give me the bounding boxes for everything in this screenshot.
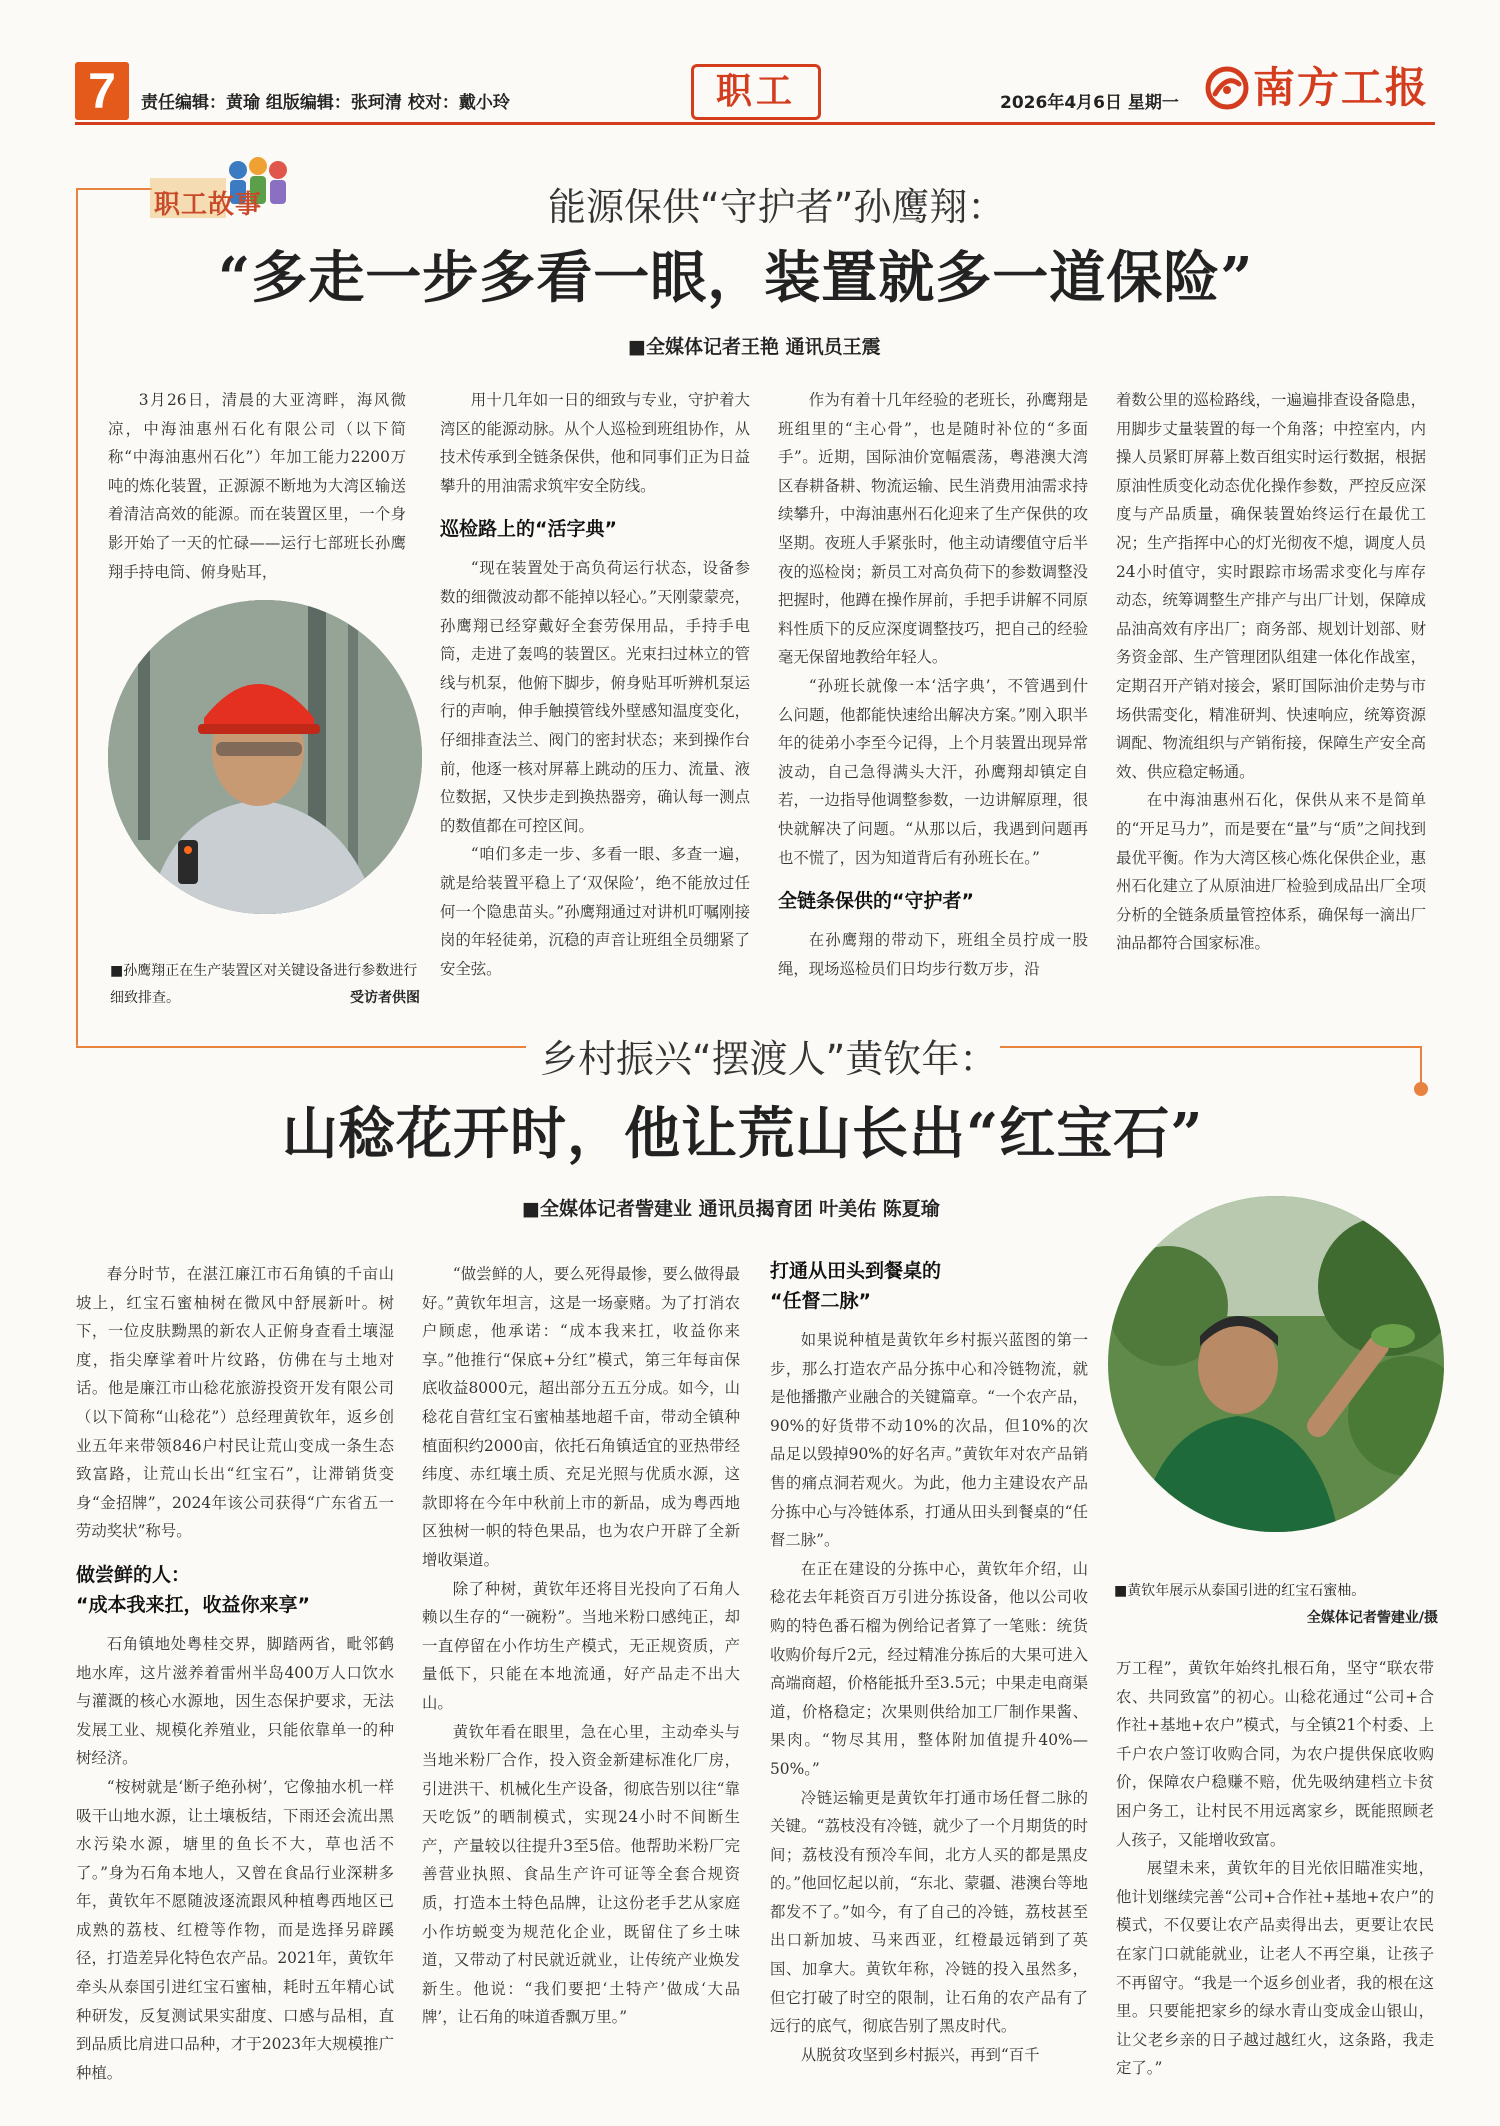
section-heading-patrol: 巡检路上的“活字典” xyxy=(440,518,617,541)
frame-line-bottom xyxy=(76,1046,526,1048)
paragraph: 石角镇地处粤桂交界，脚踏两省，毗邻鹤地水库，这片滋养着雷州半岛400万人口饮水与灌溉的核心水源地，因生态保护要求，无法发展工业、规模化养殖业，只能依靠单一的种树经济。 xyxy=(76,1634,394,1768)
section-heading-field: 打通从田头到餐桌的 “任督二脉” xyxy=(770,1260,942,1312)
paragraph: 春分时节，在湛江廉江市石角镇的千亩山坡上，红宝石蜜柚树在微风中舒展新叶。树下，一位皮肤黝黑的新农人正俯身查看土壤湿度，指尖摩挲着叶片纹路，仿佛在与土地对话。他是廉江市山稔花旅游投资开发有限公司（以下简称“山稔花”）总经理黄钦年，返乡创业五年来带领846户村民让荒山变成一条生态致富路，让荒山长出“红宝石”，让滞销货变身“金招牌”，2024年该公司获得“广东省五一劳动奖状”称号。 xyxy=(76,1265,394,1541)
paragraph: 除了种树，黄钦年还将目光投向了石角人赖以生存的“一碗粉”。当地米粉口感纯正，却一直停留在小作坊生产模式，无正规资质，产量低下，只能在本地流通，好产品走不出大山。 xyxy=(422,1579,740,1712)
story1-caption xyxy=(110,958,420,1012)
photo-credit: 全媒体记者訾建业/摄 xyxy=(1306,1610,1438,1626)
frame-line-right-top xyxy=(1000,1046,1420,1048)
caption-text: ■黄钦年展示从泰国引进的红宝石蜜柚。 xyxy=(1114,1583,1366,1599)
story2-column-4 xyxy=(1116,1654,1434,2083)
story2-photo xyxy=(1108,1196,1444,1532)
story2-subtitle: 乡村振兴“摆渡人”黄钦年： xyxy=(540,1037,998,1081)
logo-mark-icon xyxy=(1205,66,1249,110)
paragraph: 在孙鹰翔的带动下，班组全员拧成一股绳，现场巡检员们日均步行数万步，沿 xyxy=(778,931,1088,978)
paragraph: “桉树就是‘断子绝孙树’，它像抽水机一样吸干山地水源，让土壤板结，下雨还会流出黑水污染水源，塘里的鱼长不大，草也活不了。”身为石角本地人，又曾在食品行业深耕多年，黄钦年不愿随波逐流跟风种植粤西地区已成熟的荔枝、红橙等作物，而是选择另辟蹊径，打造差异化特色农产品。2021年，黄钦年牵头从泰国引进红宝石蜜柚，耗时五年精心试种研发，反复测试果实甜度、口感与品相，直到品质比肩进口品种，才于2023年大规模推广种植。 xyxy=(76,1777,394,2082)
paragraph: 在正在建设的分拣中心，黄钦年介绍，山稔花去年耗资百万引进分拣设备，他以公司收购的特色番石榴为例给记者算了一笔账：统货收购价每斤2元，经过精准分拣后的大果可进入高端商超，价格能抵升至3.5元；中果走电商渠道，价格稳定；次果则供给加工厂制作果酱、果肉。“物尽其用，整体附加值提升40%—50%。” xyxy=(770,1559,1088,1778)
story1-column-4 xyxy=(1116,386,1426,958)
story2-title: 山稔花开时，他让荒山长出“红宝石” xyxy=(282,1101,1204,1167)
paragraph: 如果说种植是黄钦年乡村振兴蓝图的第一步，那么打造农产品分拣中心和冷链物流，就是他播撒产业融合的关键篇章。“一个农产品，90%的好货带不动10%的次品，但10%的次品足以毁掉90%的好名声。”黄钦年对农产品销售的痛点洞若观火。为此，他力主建设农产品分拣中心与冷链体系，打通从田头到餐桌的“任督二脉”。 xyxy=(770,1331,1088,1550)
paragraph: 着数公里的巡检路线，一遍遍排查设备隐患，用脚步丈量装置的每一个角落；中控室内，内操人员紧盯屏幕上数百组实时运行数据，根据原油性质变化动态优化操作参数，严控反应深度与产品质量，确保装置始终运行在最优工况；生产指挥中心的灯光彻夜不熄，调度人员24小时值守，实时跟踪市场需求变化与库存动态，统筹调整生产排产与出厂计划，保障成品油高效有序出厂；商务部、规划计划部、财务资金部、生产管理团队组建一体化作战室，定期召开产销对接会，紧盯国际油价走势与市场供需变化，精准研判、快速响应，统筹资源调配、物流组织与产销衔接，保障生产安全高效、供应稳定畅通。 xyxy=(1116,391,1426,781)
paragraph: 用十几年如一日的细致与专业，守护着大湾区的能源动脉。从个人巡检到班组协作，从技术传承到全链条保供，他和同事们正为日益攀升的用油需求筑牢安全防线。 xyxy=(440,391,750,495)
page-header xyxy=(75,62,1435,124)
badge-label: 职工故事 xyxy=(154,190,263,220)
paragraph: “现在装置处于高负荷运行状态，设备参数的细微波动都不能掉以轻心。”天刚蒙蒙亮，孙鹰翔已经穿戴好全套劳保用品，手持手电筒，走进了轰鸣的装置区。光束扫过林立的管线与机泵，他俯下脚步，俯身贴耳听辨机泵运行的声响，伸手触摸管线外壁感知温度变化，仔细排查法兰、阀门的密封状态；来到操作台前，他逐一核对屏幕上跳动的压力、流量、液位数据，又快步走到换热器旁，确认每一测点的数值都在可控区间。 xyxy=(440,559,750,835)
page-number: 7 xyxy=(75,62,129,120)
paragraph: 从脱贫攻坚到乡村振兴，再到“百千 xyxy=(800,2045,1040,2064)
newspaper-logo xyxy=(1205,60,1435,120)
story2-column-1 xyxy=(76,1260,394,2087)
story2-column-2 xyxy=(422,1260,740,2032)
paragraph: “孙班长就像一本‘活字典’，不管遇到什么问题，他都能快速给出解决方案。”刚入职半年的徒弟小李至今记得，上个月装置出现异常波动，自己急得满头大汗，孙鹰翔却镇定自若，一边指导他调整参数，一边讲解原理，很快就解决了问题。“从那以后，我遇到问题再也不慌了，因为知道背后有孙班长在。” xyxy=(778,676,1088,867)
story1-column-3 xyxy=(778,386,1088,983)
section-label: 职工 xyxy=(691,64,821,120)
frame-line-right xyxy=(1420,1046,1422,1086)
paragraph: 黄钦年看在眼里，急在心里，主动牵头与当地米粉厂合作，投入资金新建标准化厂房，引进洪干、机械化生产设备，彻底告别以往“靠天吃饭”的晒制模式，实现24小时不间断生产，产量较以往提升3至5倍。他帮助米粉厂完善营业执照、食品生产许可证等全套合规资质，打造本土特色品牌，让这份老手艺从家庭小作坊蜕变为规范化企业，既留住了乡土味道，又带动了村民就近就业，让传统产业焕发新生。他说：“我们要把‘土特产’做成‘大品牌’，让石角的味道香飘万里。” xyxy=(422,1722,740,2027)
paragraph: “咱们多走一步、多看一眼、多查一遍，就是给装置平稳上了‘双保险’，绝不能放过任何一个隐患苗头。”孙鹰翔通过对讲机叮嘱刚接岗的年轻徒弟，沉稳的声音让班组全员绷紧了安全弦。 xyxy=(440,845,750,978)
paragraph: 冷链运输更是黄钦年打通市场任督二脉的关键。“荔枝没有冷链，就少了一个月期货的时间；荔枝没有预冷车间，北方人买的都是黑皮的。”他回忆起以前，“东北、蒙疆、港澳台等地都发不了。”如今，有了自己的冷链，荔枝甚至出口新加坡、马来西亚，红橙最远销到了英国、加拿大。黄钦年称，冷链的投入虽然多，但它打破了时空的限制，让石角的农产品有了远行的底气，彻底告别了黑皮时代。 xyxy=(770,1788,1088,2036)
paragraph: 3月26日，清晨的大亚湾畔，海风微凉，中海油惠州石化有限公司（以下简称“中海油惠州石化”）年加工能力2200万吨的炼化装置，正源源不断地为大湾区输送着清洁高效的能源。而在装置区里，一个身影开始了一天的忙碌——运行七部班长孙鹰翔手持电筒、俯身贴耳， xyxy=(108,391,406,581)
story2-caption xyxy=(1114,1578,1438,1632)
paragraph: 在中海油惠州石化，保供从来不是简单的“开足马力”，而是要在“量”与“质”之间找到最优平衡。作为大湾区核心炼化保供企业，惠州石化建立了从原油进厂检验到成品出厂全项分析的全链条质量管控体系，确保每一滴出厂油品都符合国家标准。 xyxy=(1116,791,1426,953)
story2-column-3 xyxy=(770,1256,1088,2069)
story1-title: “多走一步多看一眼，装置就多一道保险” xyxy=(218,245,1254,311)
farmer-photo-icon xyxy=(1108,1196,1444,1532)
paragraph: 作为有着十几年经验的老班长，孙鹰翔是班组里的“主心骨”，也是随时补位的“多面手”。近期，国际油价宽幅震荡，粤港澳大湾区春耕备耕、物流运输、民生消费用油需求持续攀升，中海油惠州石化迎来了生产保供的攻坚期。夜班人手紧张时，他主动请缨值守后半夜的巡检岗；新员工对高负荷下的参数调整没把握时，他蹲在操作屏前，手把手讲解不同原料性质下的反应深度调整技巧，把自己的经验毫无保留地教给年轻人。 xyxy=(778,391,1088,667)
issue-date: 2026年4月6日 星期一 xyxy=(1000,93,1179,113)
frame-line-left xyxy=(76,188,78,1046)
section-heading-chain: 全链条保供的“守护者” xyxy=(778,890,974,913)
story1-column-1 xyxy=(108,386,406,586)
frame-dot xyxy=(1414,1082,1428,1096)
story1-photo xyxy=(108,600,422,914)
photo-credit: 受访者供图 xyxy=(350,990,420,1006)
paragraph: 展望未来，黄钦年的目光依旧瞄准实地，他计划继续完善“公司+合作社+基地+农户”的模式，不仅要让农产品卖得出去，更要让农民在家门口就能就业，让老人不再空巢，让孩子不再留守。“我是一个返乡创业者，我的根在这里。只要能把家乡的绿水青山变成金山银山，让父老乡亲的日子越过越红火，这条路，我走定了。” xyxy=(1116,1859,1434,2078)
caption-text: ■孙鹰翔正在生产装置区对关键设备进行参数进行细致排查。 xyxy=(110,963,418,1006)
header-rule xyxy=(75,122,1435,125)
story1-subtitle: 能源保供“守护者”孙鹰翔： xyxy=(548,185,1006,229)
frame-line-top xyxy=(76,188,152,190)
story1-byline: ■全媒体记者王艳 通讯员王震 xyxy=(628,336,881,358)
worker-photo-icon xyxy=(108,600,422,914)
logo-text: 南方工报 xyxy=(1253,63,1430,112)
story1-column-2 xyxy=(440,386,750,983)
story2-byline: ■全媒体记者訾建业 通讯员揭育团 叶美佑 陈夏瑜 xyxy=(522,1198,940,1220)
paragraph: “做尝鲜的人，要么死得最惨，要么做得最好。”黄钦年坦言，这是一场豪赌。为了打消农户顾虑，他承诺：“成本我来扛，收益你来享。”他推行“保底+分红”模式，第三年每亩保底收益8000元，超出部分五五分成。如今，山稔花自营红宝石蜜柚基地超千亩，带动全镇种植面积约2000亩，依托石角镇适宜的亚热带经纬度、赤红壤土质、充足光照与优质水源，这款即将在今年中秋前上市的新品，成为粤西地区独树一帜的特色果品，也为农户开辟了全新增收渠道。 xyxy=(422,1265,740,1569)
editors-line: 责任编辑：黄瑜 组版编辑：张珂清 校对：戴小玲 xyxy=(141,93,510,113)
story-badge xyxy=(150,150,300,230)
section-heading-first: 做尝鲜的人： “成本我来扛，收益你来享” xyxy=(76,1563,310,1616)
paragraph: 万工程”，黄钦年始终扎根石角，坚守“联农带农、共同致富”的初心。山稔花通过“公司+合作社+基地+农户”模式，与全镇21个村委、上千户农户签订收购合同，为农户提供保底收购价，保障农户稳赚不赔，优先吸纳建档立卡贫困户务工，让村民不用远离家乡，既能照顾老人孩子，又能增收致富。 xyxy=(1116,1659,1434,1849)
